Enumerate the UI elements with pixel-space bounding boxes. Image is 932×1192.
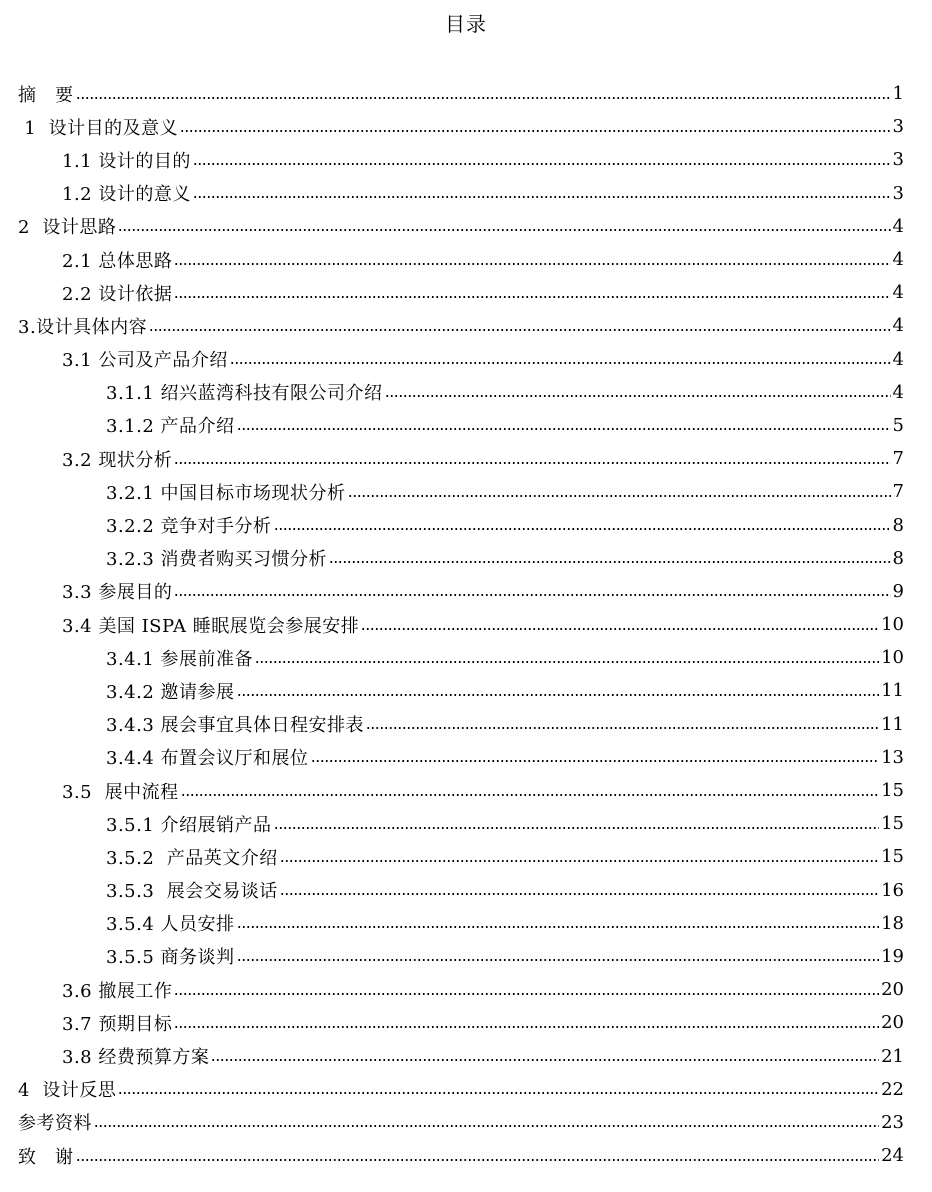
toc-entry-page-number: 4 xyxy=(892,282,904,304)
toc-entry[interactable] xyxy=(0,575,932,608)
toc-entry-page-number: 5 xyxy=(892,414,904,436)
toc-entry-page-number: 4 xyxy=(892,315,904,337)
toc-entry-title: 3.4.1 参展前准备 xyxy=(106,648,254,670)
toc-entry-page-number: 4 xyxy=(892,249,904,271)
toc-entry[interactable] xyxy=(0,1039,932,1072)
dot-leader xyxy=(174,594,890,596)
toc-entry-title: 3.5.4 人员安排 xyxy=(106,914,235,936)
toc-entry[interactable] xyxy=(0,243,932,276)
toc-entry-title: 2.2 设计依据 xyxy=(62,283,173,305)
dot-leader xyxy=(174,263,890,265)
toc-entry[interactable] xyxy=(0,442,932,475)
toc-entry[interactable] xyxy=(0,840,932,873)
dot-leader xyxy=(76,97,891,99)
toc-entry[interactable] xyxy=(0,210,932,243)
toc-entry[interactable] xyxy=(0,110,932,143)
toc-entry-title: 1.2 设计的意义 xyxy=(62,184,191,206)
toc-entry-title: 3.4.3 展会事宜具体日程安排表 xyxy=(106,715,365,737)
dot-leader xyxy=(211,1059,879,1061)
dot-leader xyxy=(237,926,880,928)
toc-entry[interactable] xyxy=(0,343,932,376)
dot-leader xyxy=(174,1026,879,1028)
dot-leader xyxy=(329,561,891,563)
toc-entry-page-number: 10 xyxy=(881,614,904,636)
toc-entry-title: 3.5.3 展会交易谈话 xyxy=(106,881,278,903)
toc-entry[interactable] xyxy=(0,376,932,409)
toc-entry-title: 2 设计思路 xyxy=(18,217,117,239)
toc-entry[interactable] xyxy=(0,177,932,210)
toc-entry-title: 3.1.2 产品介绍 xyxy=(106,416,235,438)
dot-leader xyxy=(237,428,891,430)
toc-entry-title: 3.4 美国 ISPA 睡眠展览会参展安排 xyxy=(62,615,360,637)
toc-entry-page-number: 13 xyxy=(881,746,904,768)
toc-entry-page-number: 19 xyxy=(881,945,904,967)
dot-leader xyxy=(174,993,879,995)
toc-entry-page-number: 11 xyxy=(881,680,904,702)
toc-entry-page-number: 3 xyxy=(892,182,904,204)
toc-entry-title: 3.8 经费预算方案 xyxy=(62,1047,210,1069)
toc-entry-page-number: 8 xyxy=(892,547,904,569)
dot-leader xyxy=(237,959,880,961)
toc-entry[interactable] xyxy=(0,542,932,575)
toc-entry[interactable] xyxy=(0,409,932,442)
toc-entry-page-number: 20 xyxy=(881,979,904,1001)
dot-leader xyxy=(174,296,890,298)
toc-entry[interactable] xyxy=(0,77,932,110)
toc-entry[interactable] xyxy=(0,741,932,774)
toc-entry-page-number: 1 xyxy=(892,83,904,105)
dot-leader xyxy=(366,727,879,729)
dot-leader xyxy=(274,528,891,530)
dot-leader xyxy=(255,661,879,663)
toc-entry[interactable] xyxy=(0,508,932,541)
toc-entry[interactable] xyxy=(0,807,932,840)
toc-entry-title: 3.4.2 邀请参展 xyxy=(106,681,235,703)
toc-entry[interactable] xyxy=(0,874,932,907)
toc-entry[interactable] xyxy=(0,708,932,741)
toc-entry[interactable] xyxy=(0,1106,932,1139)
toc-entry-title: 3.2 现状分析 xyxy=(62,449,173,471)
toc-entry-page-number: 7 xyxy=(892,481,904,503)
toc-entry[interactable] xyxy=(0,475,932,508)
toc-entry[interactable] xyxy=(0,1139,932,1172)
toc-entry-title: 3.2.1 中国目标市场现状分析 xyxy=(106,482,346,504)
toc-entry-page-number: 15 xyxy=(881,846,904,868)
toc-entry-title: 3.5.2 产品英文介绍 xyxy=(106,847,278,869)
toc-entry-page-number: 9 xyxy=(892,580,904,602)
toc-entry-page-number: 4 xyxy=(892,348,904,370)
dot-leader xyxy=(118,1092,879,1094)
toc-entry-page-number: 3 xyxy=(892,116,904,138)
dot-leader xyxy=(237,694,880,696)
toc-entry-page-number: 7 xyxy=(892,448,904,470)
dot-leader xyxy=(180,130,890,132)
dot-leader xyxy=(385,395,891,397)
toc-entry-title: 3.5.1 介绍展销产品 xyxy=(106,814,272,836)
toc-entry[interactable] xyxy=(0,1006,932,1039)
page-title: 目录 xyxy=(445,12,487,36)
dot-leader xyxy=(174,462,890,464)
dot-leader xyxy=(280,860,879,862)
toc-entry[interactable] xyxy=(0,309,932,342)
toc-entry-page-number: 16 xyxy=(881,879,904,901)
toc-entry[interactable] xyxy=(0,774,932,807)
toc-entry-title: 3.设计具体内容 xyxy=(18,316,148,338)
toc-entry-title: 3.6 撤展工作 xyxy=(62,980,173,1002)
dot-leader xyxy=(361,628,879,630)
toc-entry[interactable] xyxy=(0,1073,932,1106)
toc-entry-title: 3.1 公司及产品介绍 xyxy=(62,350,228,372)
toc-entry-title: 1 设计目的及意义 xyxy=(18,117,179,139)
dot-leader xyxy=(274,827,880,829)
dot-leader xyxy=(193,196,891,198)
dot-leader xyxy=(149,329,890,331)
toc-entry-page-number: 24 xyxy=(881,1145,904,1167)
toc-entry-title: 2.1 总体思路 xyxy=(62,250,173,272)
toc-entry-title: 1.1 设计的目的 xyxy=(62,150,191,172)
toc-entry-page-number: 11 xyxy=(881,713,904,735)
dot-leader xyxy=(280,893,879,895)
dot-leader xyxy=(348,495,891,497)
toc-entry[interactable] xyxy=(0,276,932,309)
dot-leader xyxy=(76,1159,880,1161)
toc-entry-page-number: 3 xyxy=(892,149,904,171)
toc-entry-page-number: 22 xyxy=(881,1078,904,1100)
toc-entry-page-number: 10 xyxy=(881,647,904,669)
toc-entry-page-number: 4 xyxy=(892,215,904,237)
toc-entry-title: 4 设计反思 xyxy=(18,1080,117,1102)
toc-entry-title: 3.1.1 绍兴蓝湾科技有限公司介绍 xyxy=(106,383,383,405)
toc-entry-title: 3.4.4 布置会议厅和展位 xyxy=(106,748,309,770)
toc-entry[interactable] xyxy=(0,641,932,674)
toc-entry[interactable] xyxy=(0,907,932,940)
dot-leader xyxy=(181,794,880,796)
toc-entry-page-number: 8 xyxy=(892,514,904,536)
toc-entry[interactable] xyxy=(0,674,932,707)
toc-entry-title: 3.3 参展目的 xyxy=(62,582,173,604)
dot-leader xyxy=(118,229,890,231)
toc-entry-title: 摘 要 xyxy=(18,84,74,106)
toc-entry-title: 3.2.2 竞争对手分析 xyxy=(106,516,272,538)
toc-entry-page-number: 4 xyxy=(892,381,904,403)
toc-entry-page-number: 15 xyxy=(881,813,904,835)
dot-leader xyxy=(230,362,891,364)
toc-entry-title: 3.2.3 消费者购买习惯分析 xyxy=(106,549,328,571)
toc-entry[interactable] xyxy=(0,973,932,1006)
toc-entry-page-number: 20 xyxy=(881,1012,904,1034)
toc-entry-title: 3.7 预期目标 xyxy=(62,1013,173,1035)
dot-leader xyxy=(311,760,880,762)
toc-entry-page-number: 23 xyxy=(881,1111,904,1133)
dot-leader xyxy=(94,1125,879,1127)
dot-leader xyxy=(193,163,891,165)
toc-entry-title: 3.5 展中流程 xyxy=(62,781,179,803)
toc-entry-title: 3.5.5 商务谈判 xyxy=(106,947,235,969)
toc-entry-page-number: 18 xyxy=(881,912,904,934)
toc-entry[interactable] xyxy=(0,940,932,973)
table-of-contents xyxy=(0,77,932,1172)
toc-entry-title: 参考资料 xyxy=(18,1113,92,1135)
toc-entry-page-number: 21 xyxy=(881,1045,904,1067)
toc-entry-page-number: 15 xyxy=(881,780,904,802)
toc-entry[interactable] xyxy=(0,608,932,641)
toc-entry[interactable] xyxy=(0,143,932,176)
toc-entry-title: 致 谢 xyxy=(18,1146,74,1168)
